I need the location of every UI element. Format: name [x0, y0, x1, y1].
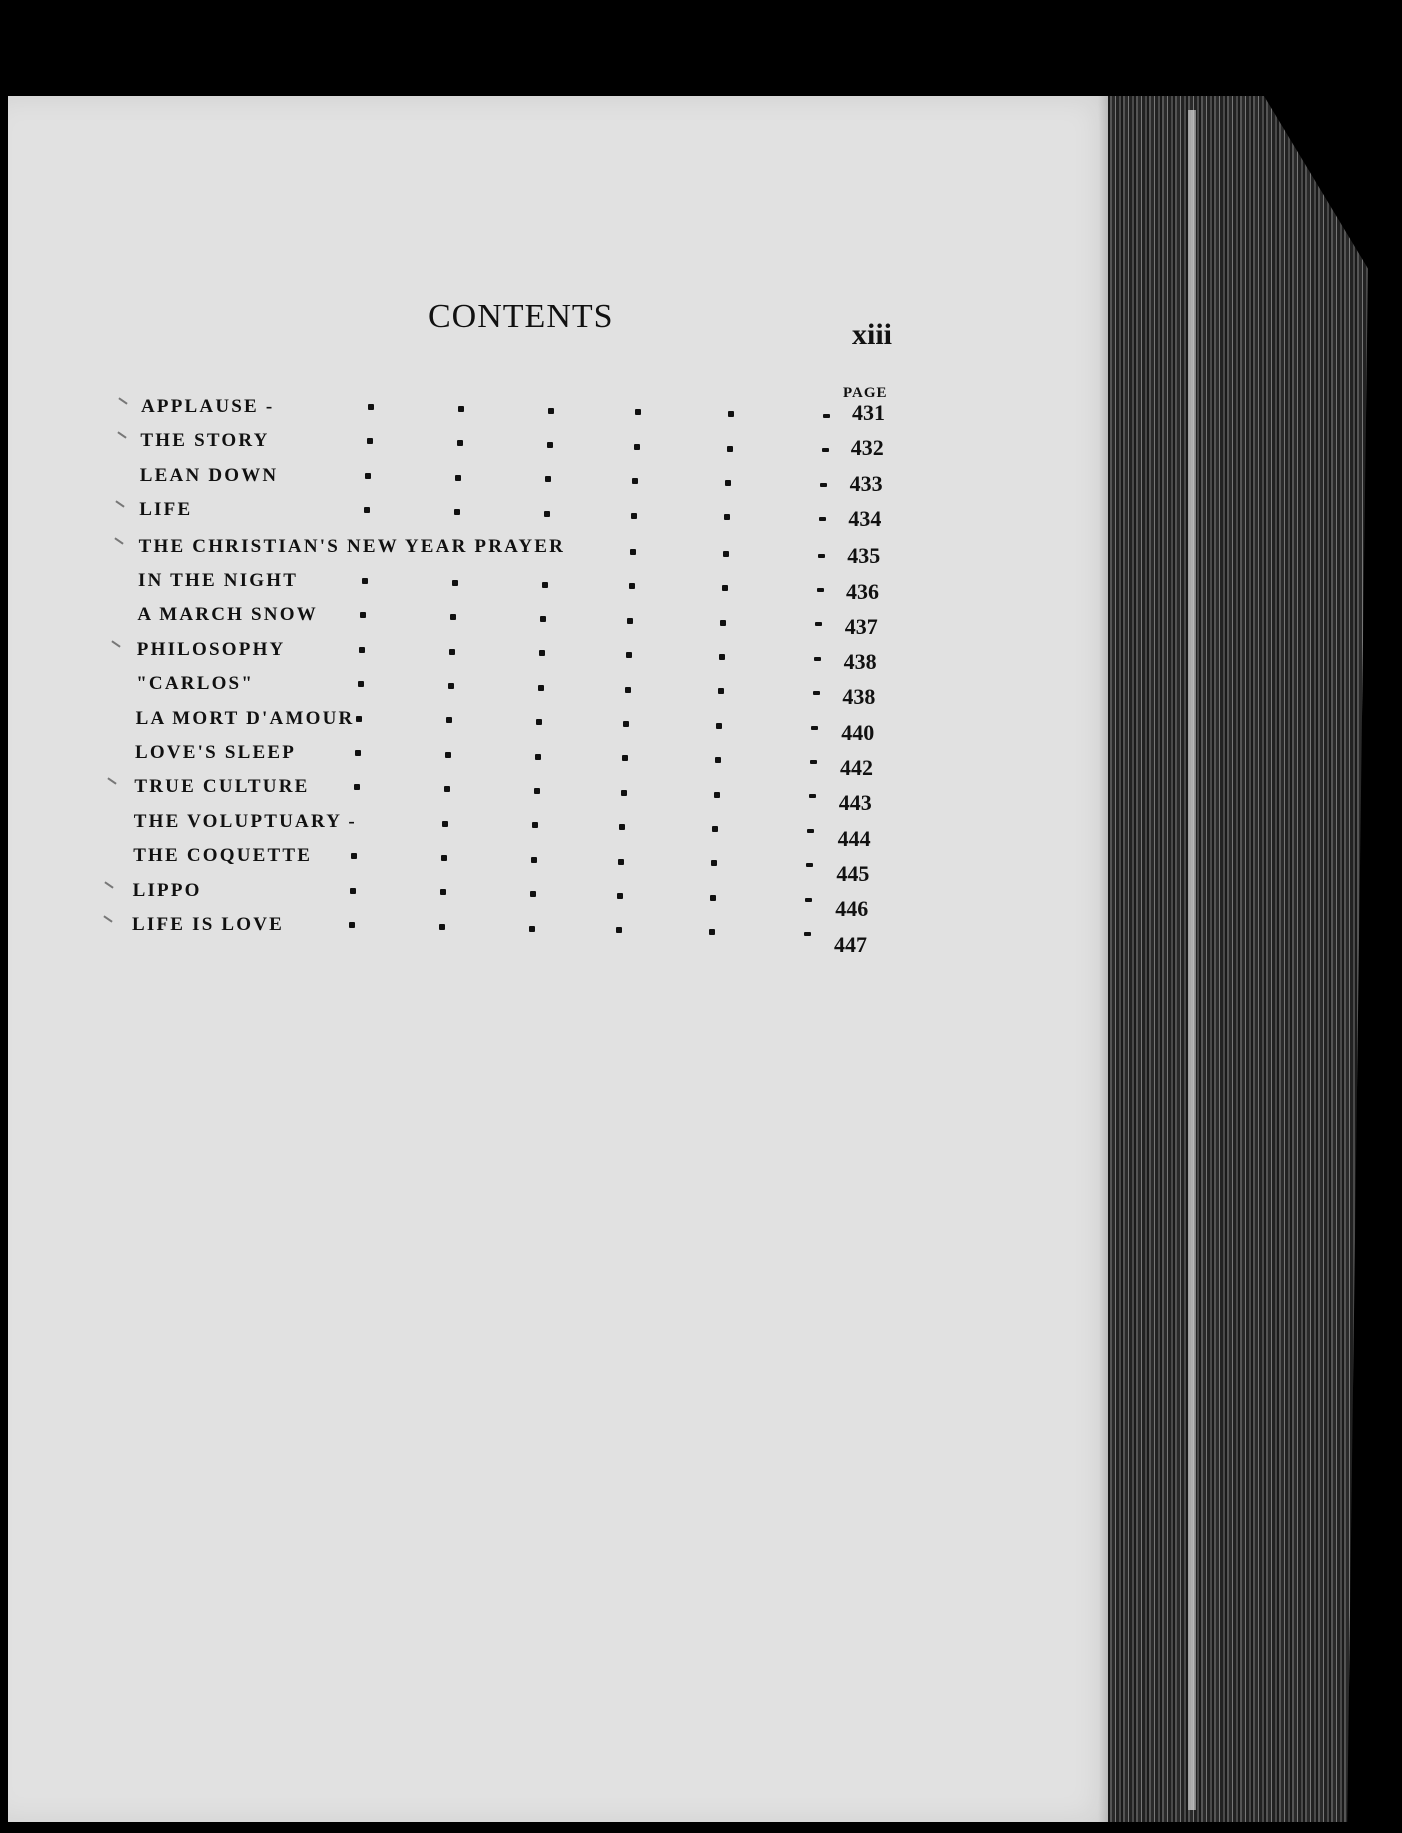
leader-dot: [349, 922, 355, 928]
leader-dot: [544, 511, 550, 517]
leader-dot: [540, 616, 546, 622]
contents-entry: [0, 810, 1000, 851]
contents-entry: [0, 499, 1000, 531]
entry-title: A MARCH SNOW: [137, 604, 318, 626]
leader-dot: [440, 889, 446, 895]
leader-dot: [725, 480, 731, 486]
leader-dot: [714, 792, 720, 798]
leader-dot: [539, 650, 545, 656]
leader-dot: [444, 786, 450, 792]
leader-dot: [547, 442, 553, 448]
leader-dot: [619, 824, 625, 830]
leader-dot: [709, 929, 715, 935]
entry-page-number: 445: [836, 860, 870, 886]
contents-entry: [0, 914, 1000, 957]
leader-dot: [452, 580, 458, 586]
leader-dot: [635, 409, 641, 415]
entry-page-number: 437: [844, 613, 878, 639]
entry-page-number: 444: [837, 825, 871, 851]
leader-dot: [356, 716, 362, 722]
pencil-tick-mark: [111, 640, 120, 647]
pencil-tick-mark: [114, 537, 123, 544]
leader-dot: [629, 583, 635, 589]
entry-title: IN THE NIGHT: [138, 570, 299, 591]
entry-page-number: 431: [852, 400, 885, 425]
leader-dot: [542, 582, 548, 588]
entry-page-number: 438: [842, 684, 876, 710]
entry-page-number: 438: [843, 649, 877, 675]
contents-entry: [0, 638, 1000, 675]
leader-dot: [457, 440, 463, 446]
leader-dash: [810, 760, 817, 764]
leader-dot: [530, 891, 536, 897]
leader-dot: [711, 860, 717, 866]
entry-title: LIFE IS LOVE: [132, 914, 285, 935]
leader-dot: [716, 723, 722, 729]
leader-dot: [625, 687, 631, 693]
pencil-tick-mark: [103, 915, 112, 922]
entry-page-number: 436: [846, 578, 879, 604]
leader-dot: [359, 647, 365, 653]
leader-dot: [442, 821, 448, 827]
contents-entry: [0, 707, 1000, 745]
entry-page-number: 432: [850, 435, 884, 461]
leader-dash: [805, 898, 812, 902]
contents-entry: [0, 742, 1000, 780]
leader-dot: [534, 788, 540, 794]
entry-title: LOVE'S SLEEP: [135, 742, 297, 763]
contents-entry: [0, 879, 1000, 922]
leader-dot: [455, 475, 461, 481]
leader-dash: [820, 483, 827, 487]
leader-dot: [532, 822, 538, 828]
page-column-label: PAGE: [843, 385, 888, 401]
page-folio-number: xiii: [852, 318, 893, 351]
page-edge-highlight: [1188, 110, 1196, 1810]
leader-dash: [817, 588, 824, 592]
leader-dot: [723, 551, 729, 557]
leader-dash: [804, 932, 811, 936]
leader-dot: [354, 784, 360, 790]
contents-entry: [0, 776, 1000, 816]
entry-title: THE COQUETTE: [133, 845, 313, 867]
leader-dot: [622, 755, 628, 761]
leader-dash: [815, 622, 822, 626]
contents-entry: [0, 673, 1000, 710]
leader-dot: [351, 853, 357, 859]
leader-dot: [720, 620, 726, 626]
contents-entry: [0, 430, 1000, 462]
leader-dot: [368, 404, 374, 410]
leader-dot: [364, 507, 370, 513]
leader-dot: [446, 717, 452, 723]
leader-dot: [616, 927, 622, 933]
leader-dot: [718, 688, 724, 694]
entry-title: LEAN DOWN: [139, 464, 279, 486]
leader-dot: [617, 893, 623, 899]
leader-dot: [722, 585, 728, 591]
leader-dot: [618, 859, 624, 865]
entry-title: APPLAUSE -: [141, 396, 275, 417]
leader-dot: [634, 444, 640, 450]
pencil-tick-mark: [115, 501, 124, 508]
entry-page-number: 440: [841, 719, 875, 745]
leader-dot: [454, 509, 460, 515]
entry-title: LA MORT D'AMOUR: [135, 707, 355, 729]
contents-list: [0, 0, 1100, 1000]
leader-dot: [630, 549, 636, 555]
leader-dot: [719, 654, 725, 660]
leader-dot: [712, 826, 718, 832]
entry-title: THE VOLUPTUARY -: [133, 810, 357, 832]
contents-entry: [0, 604, 1000, 639]
leader-dash: [814, 657, 821, 661]
leader-dash: [811, 726, 818, 730]
leader-dot: [728, 411, 734, 417]
leader-dot: [538, 685, 544, 691]
leader-dot: [631, 513, 637, 519]
leader-dash: [806, 863, 813, 867]
leader-dot: [441, 855, 447, 861]
leader-dot: [715, 757, 721, 763]
entry-title: TRUE CULTURE: [134, 776, 310, 798]
entry-title: LIFE: [139, 499, 193, 521]
leader-dot: [529, 926, 535, 932]
entry-page-number: 446: [835, 896, 869, 922]
leader-dash: [813, 691, 820, 695]
pencil-tick-mark: [117, 432, 126, 439]
entry-title: "CARLOS": [136, 673, 255, 695]
entry-page-number: 435: [847, 543, 881, 569]
leader-dot: [632, 478, 638, 484]
leader-dot: [627, 618, 633, 624]
leader-dot: [531, 857, 537, 863]
leader-dot: [355, 750, 361, 756]
entry-page-number: 433: [849, 470, 883, 496]
entry-page-number: 434: [848, 505, 882, 531]
leader-dot: [623, 721, 629, 727]
leader-dot: [449, 649, 455, 655]
entry-title: PHILOSOPHY: [136, 638, 286, 660]
pencil-tick-mark: [118, 397, 127, 404]
leader-dot: [445, 752, 451, 758]
leader-dot: [545, 476, 551, 482]
contents-heading: CONTENTS: [428, 298, 614, 335]
leader-dot: [448, 683, 454, 689]
leader-dot: [439, 924, 445, 930]
entry-title: THE STORY: [140, 430, 270, 452]
leader-dot: [548, 408, 554, 414]
leader-dot: [360, 612, 366, 618]
leader-dash: [818, 554, 825, 558]
leader-dot: [536, 719, 542, 725]
entry-page-number: 442: [840, 755, 873, 780]
contents-entry: [0, 570, 1000, 602]
leader-dot: [621, 790, 627, 796]
leader-dot: [710, 895, 716, 901]
leader-dash: [807, 829, 814, 833]
book-page-edges: [1108, 96, 1368, 1822]
leader-dot: [724, 514, 730, 520]
leader-dot: [350, 888, 356, 894]
entry-page-number: 443: [838, 790, 872, 816]
pencil-tick-mark: [104, 881, 113, 888]
leader-dash: [809, 794, 816, 798]
entry-page-number: 447: [834, 931, 867, 957]
contents-entry: [0, 465, 1000, 497]
leader-dot: [727, 446, 733, 452]
contents-entry: [0, 396, 1000, 428]
leader-dot: [535, 754, 541, 760]
leader-dash: [823, 414, 830, 418]
leader-dot: [367, 438, 373, 444]
leader-dot: [358, 681, 364, 687]
entry-title: LIPPO: [132, 879, 202, 901]
leader-dot: [365, 473, 371, 479]
leader-dash: [822, 448, 829, 452]
contents-entry: [0, 536, 1000, 568]
contents-entry: [0, 845, 1000, 886]
entry-title: THE CHRISTIAN'S NEW YEAR PRAYER: [138, 535, 566, 557]
leader-dot: [458, 406, 464, 412]
leader-dot: [626, 652, 632, 658]
pencil-tick-mark: [107, 778, 116, 785]
leader-dot: [362, 578, 368, 584]
leader-dash: [819, 517, 826, 521]
leader-dot: [450, 614, 456, 620]
